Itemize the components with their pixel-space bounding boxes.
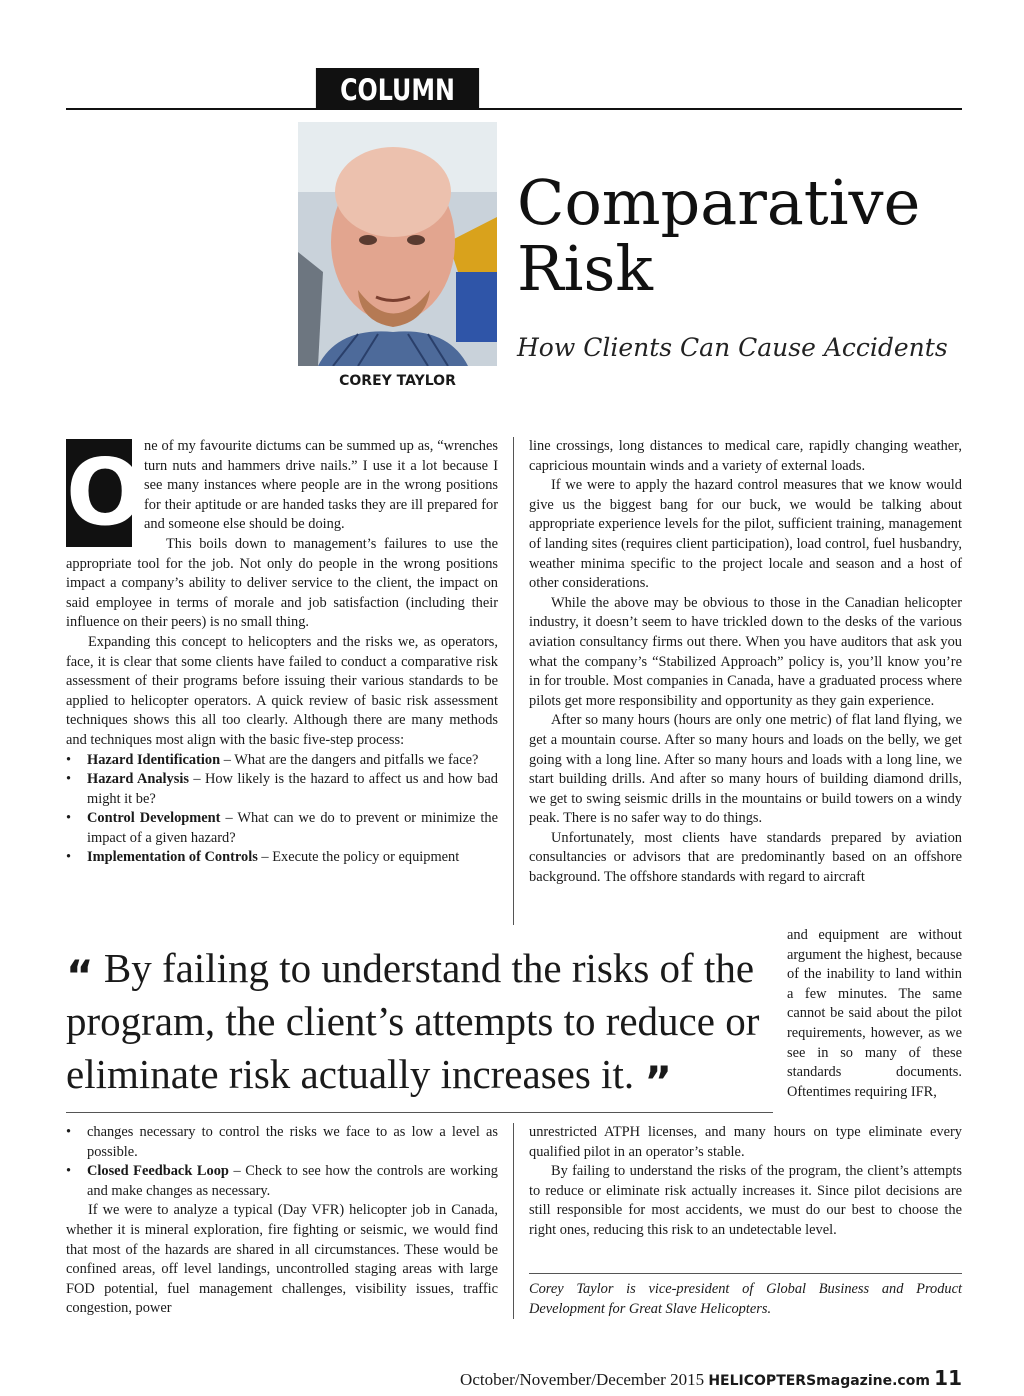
list-text: – Check to see how the controls are working and make changes as necessary. — [87, 1163, 498, 1199]
left-column-top — [66, 437, 498, 868]
list-term: Hazard Identification — [87, 751, 221, 768]
author-byline: COREY TAYLOR — [339, 373, 456, 389]
paragraph: unrestricted ATPH licenses, and many hours on type eliminate every qualified pilot in an operator’s stable. — [529, 1124, 962, 1160]
column-divider — [513, 1123, 514, 1319]
list-text: – Execute the policy or equipment — [257, 849, 460, 866]
list-item — [66, 809, 498, 848]
open-quote-mark: “ — [66, 951, 94, 1000]
list-item — [66, 770, 498, 809]
bio-rule — [529, 1273, 962, 1274]
pull-quote-rule — [66, 1112, 773, 1113]
list-item-continued — [66, 1123, 498, 1162]
page-number: 11 — [934, 1366, 962, 1390]
pull-quote — [66, 942, 766, 1106]
paragraph: If we were to apply the hazard control measures that we know would give us the biggest bang for our buck, we would be talking about appropriate experience levels for the pilot, sufficient training, management of landing sites (requires client participation), load control, fuel husbandry, weather minima specific to the project locale and season and a host of other considerations. — [529, 477, 962, 592]
pull-quote-text: By failing to understand the risks of the program, the client’s attempts to reduce or eliminate risk actually increases it. — [66, 945, 760, 1097]
page-footer — [400, 1367, 962, 1392]
author-photo — [298, 122, 497, 366]
header-rule — [66, 108, 962, 110]
list-term: Implementation of Controls — [87, 849, 258, 866]
paragraph: If we were to analyze a typical (Day VFR) helicopter job in Canada, whether it is mineral exploration, fire fighting or seismic, we would find that most of the hazards are shared in all circumstances. These would be confined areas, off level landings, uncontrolled staging areas with large FOD potential, fuel management challenges, visibility issues, traffic congestion, power — [66, 1202, 498, 1317]
left-column-bottom — [66, 1123, 498, 1319]
right-column-bottom — [529, 1123, 962, 1241]
author-bio: Corey Taylor is vice-president of Global Business and Product Development for Great Slave Helicopters. — [529, 1281, 962, 1317]
paragraph: By failing to understand the risks of the program, the client’s attempts to reduce or eliminate risk actually increases it. Since pilot decisions are still responsible for most accidents, we must do our best to choose the right ones, reducing this risk to an undetectable level. — [529, 1163, 962, 1238]
title-line-2: Risk — [517, 232, 653, 305]
article-subtitle: How Clients Can Cause Accidents — [517, 333, 948, 362]
paragraph: Expanding this concept to helicopters and the risks we, as operators, face, it is clear that some clients have failed to conduct a comparative risk assessment of their programs before issuing their various standards to be applied to helicopter operators. A quick review of basic risk assessment techniques shows this all too clearly. Although there are many methods and techniques most align with the basic five-step process: — [66, 633, 498, 748]
paragraph: and equipment are without argument the highest, because of the inability to land within a few minutes. The same cannot be said about the pilot requirements, however, as we see in so many of these standards documents. Oftentimes requiring IFR, — [787, 927, 962, 1100]
list-term: Hazard Analysis — [87, 771, 189, 788]
close-quote-mark: ” — [644, 1057, 672, 1106]
list-term: Control Development — [87, 810, 221, 827]
title-line-1: Comparative — [517, 166, 921, 239]
list-text: – How likely is the hazard to affect us and how bad might it be? — [87, 771, 498, 807]
list-item — [66, 848, 498, 868]
issue-date: October/November/December 2015 — [460, 1370, 705, 1389]
paragraph: Unfortunately, most clients have standards prepared by aviation consultancies or advisors that are predominantly based on an offshore background. The offshore standards with regard to aircraft — [529, 829, 962, 886]
list-term: Closed Feedback Loop — [87, 1163, 229, 1180]
paragraph: While the above may be obvious to those in the Canadian helicopter industry, it doesn’t seem to have trickled down to the desks of the various aviation consultancy firms out there. When you have auditors that ask you what the company’s “Stabilized Approach” policy is, you’ll know you’re in for trouble. Most companies in Canada, have a graduated process where pilots get more responsibility and opportunity as they gain experience. — [529, 594, 962, 709]
column-divider — [513, 437, 514, 925]
article-title — [517, 166, 957, 305]
list-item — [66, 1162, 498, 1201]
list-item — [66, 751, 498, 771]
risk-steps-list-cont — [66, 1123, 498, 1201]
section-label: COLUMN — [316, 68, 479, 110]
paragraph: ne of my favourite dictums can be summed up as, “wrenches turn nuts and hammers drive nails.” I use it a lot because I see many instances where people are in the wrong positions for their aptitude or are handed tasks they are ill prepared for and someone else should be doing. — [144, 438, 498, 533]
right-column-narrow — [787, 926, 962, 1102]
list-text: – What are the dangers and pitfalls we face? — [220, 751, 479, 768]
paragraph: This boils down to management’s failures to use the appropriate tool for the job. Not only do people in the wrong positions impact a company’s ability to deliver service to the client, the impact on said employee in terms of morale and job satisfaction (including their influence on their peers) is no small thing. — [66, 535, 498, 631]
paragraph: line crossings, long distances to medical care, rapidly changing weather, capricious mountain winds and a variety of external loads. — [529, 438, 962, 474]
paragraph: After so many hours (hours are only one metric) of flat land flying, we get a mountain course. After so many hours and loads on the belly, we get going with a long line. After so many hours and loads with a long line, we start building drills. And after so many hours of building diamond drills, we get to swing seismic drills in the mountains or build towers on a windy peak. There is no safer way to do things. — [529, 712, 962, 827]
magazine-url: HELICOPTERSmagazine.com — [708, 1373, 930, 1389]
list-text: changes necessary to control the risks we face to as low a level as possible. — [87, 1124, 498, 1160]
author-portrait-icon — [298, 122, 497, 366]
right-column-top — [529, 437, 962, 888]
drop-cap: O — [66, 439, 145, 546]
list-text: – What can we do to prevent or minimize the impact of a given hazard? — [87, 810, 499, 846]
risk-steps-list — [66, 751, 498, 869]
